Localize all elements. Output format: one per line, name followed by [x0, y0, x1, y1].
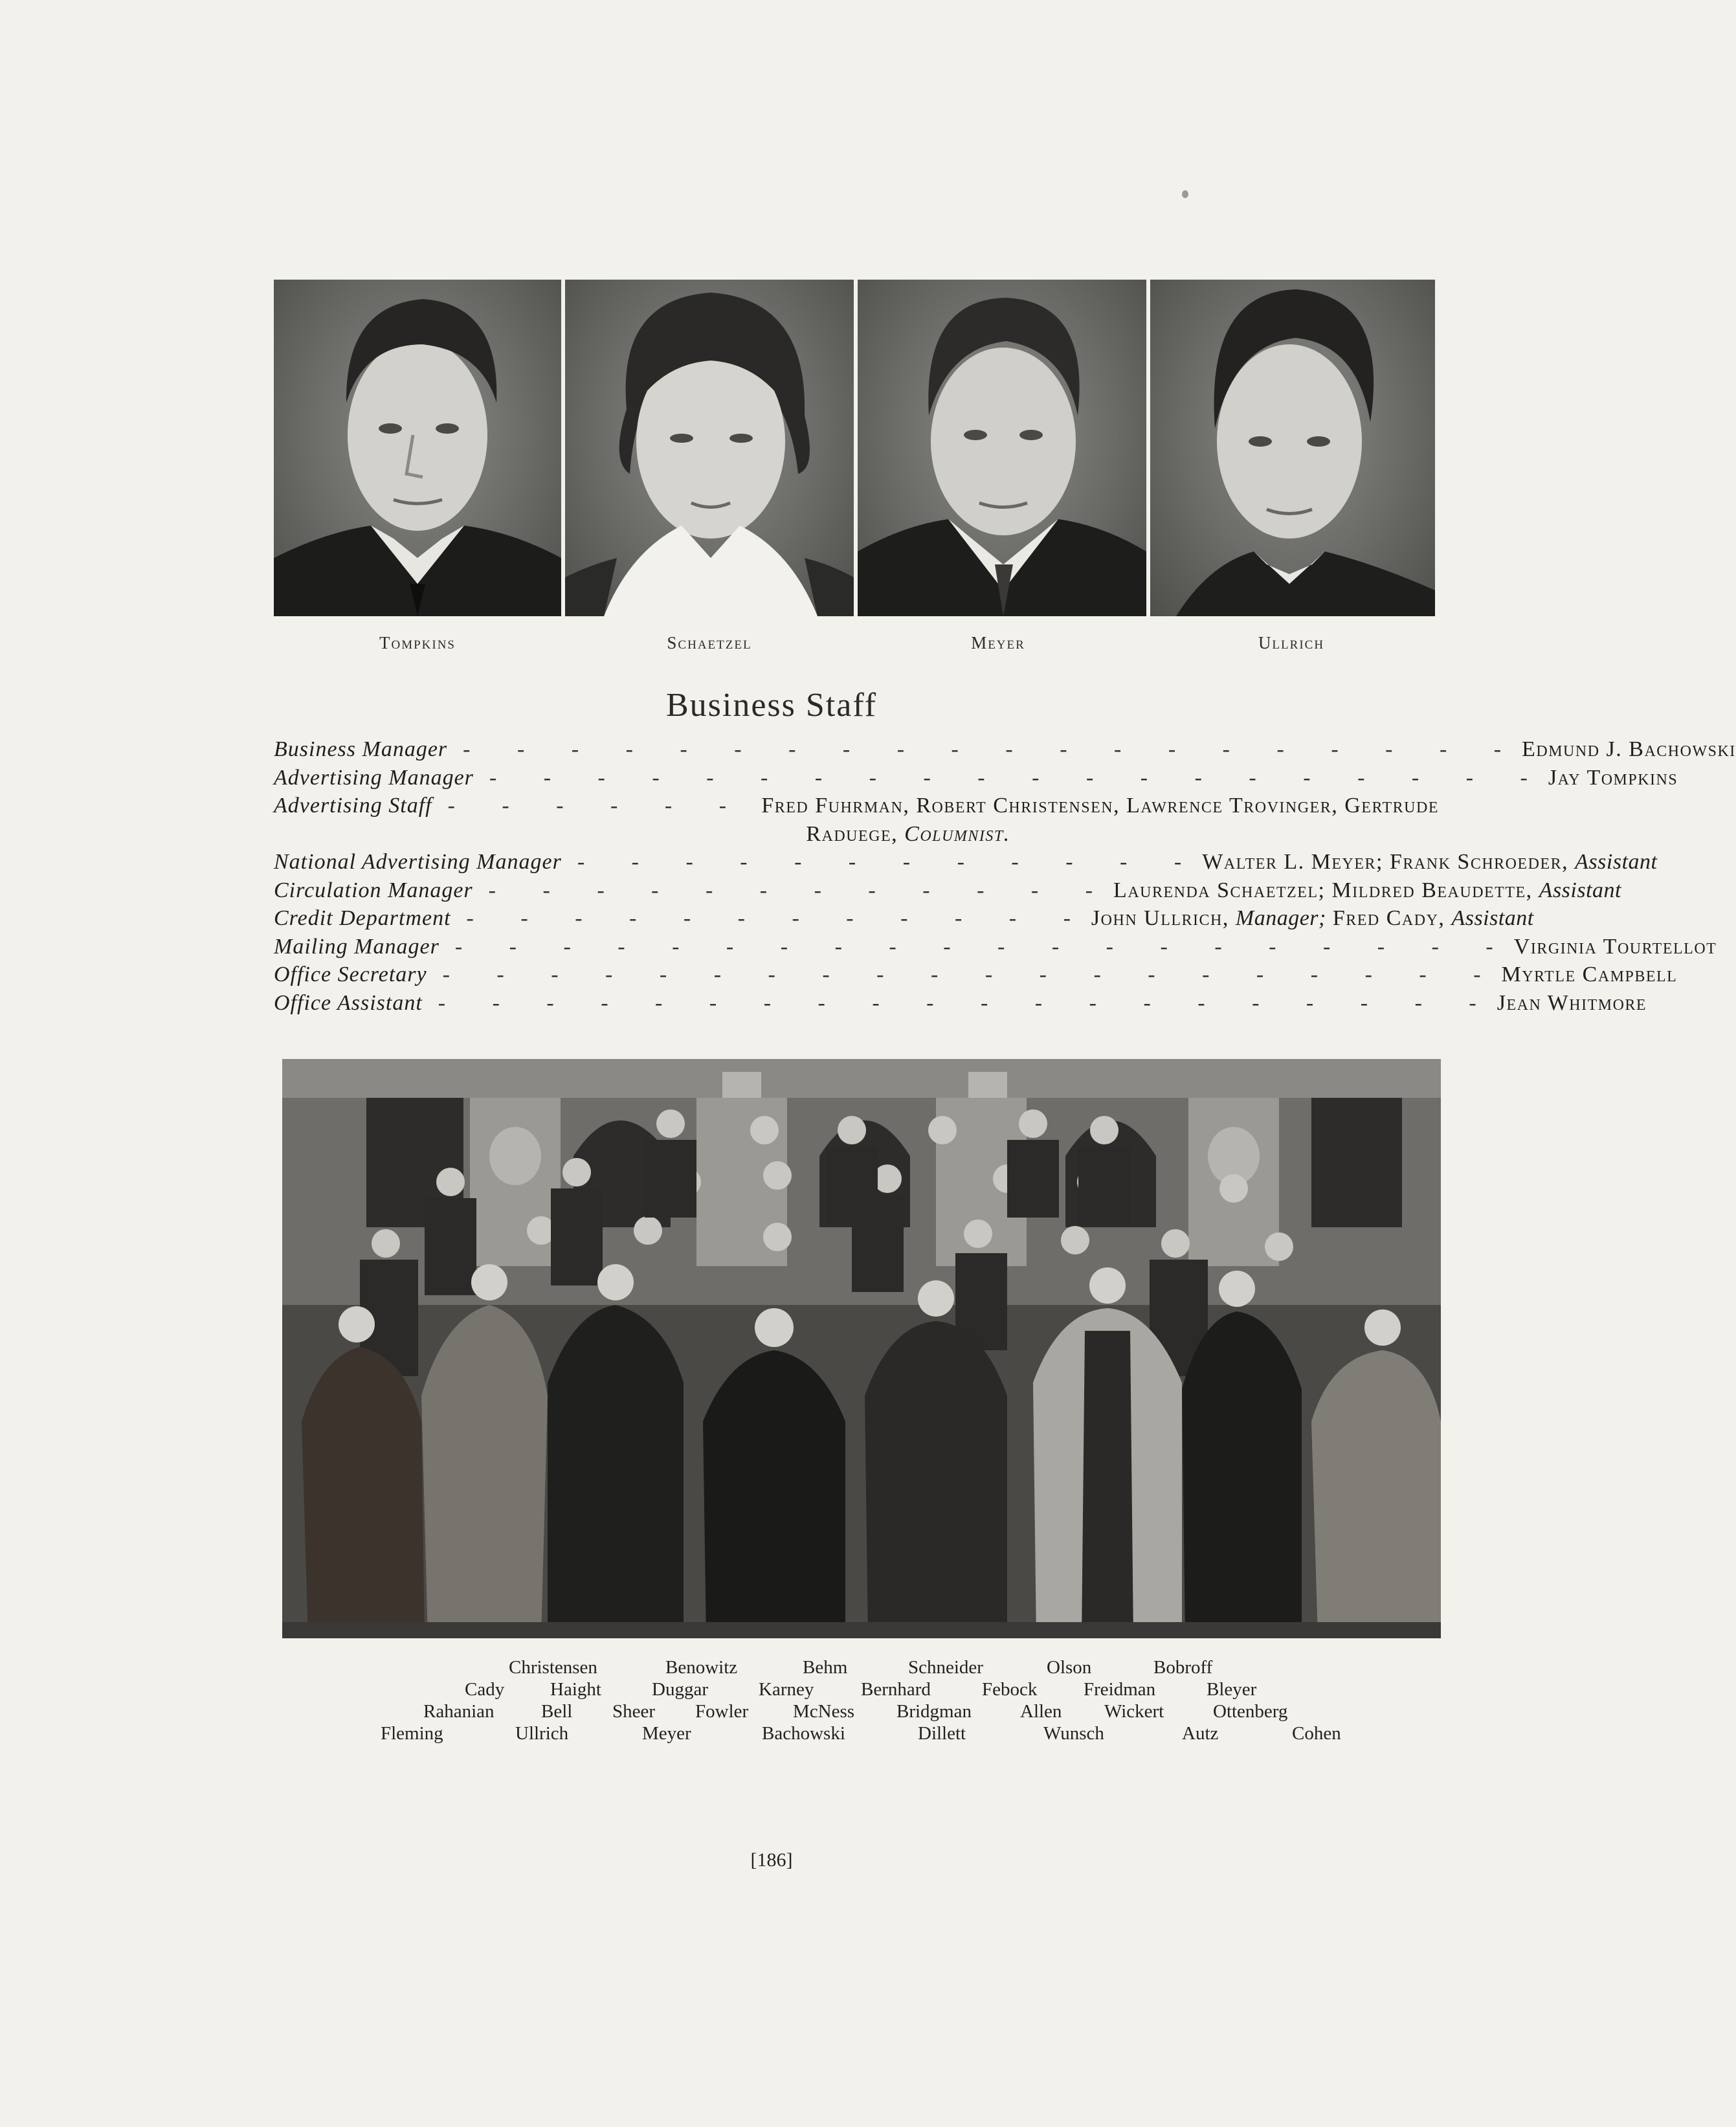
group-name: Ullrich — [515, 1723, 569, 1744]
group-names-row-1 — [0, 1657, 1543, 1680]
caption-meyer: Meyer — [971, 633, 1025, 652]
caption-ullrich: Ullrich — [1258, 633, 1325, 652]
staff-role-note: Manager; — [1235, 906, 1326, 930]
portrait-ullrich — [1150, 280, 1435, 616]
staff-role: Credit Department — [274, 906, 451, 930]
staff-names-text: John Ullrich, — [1091, 906, 1229, 930]
group-name: Bridgman — [896, 1701, 972, 1722]
group-name: Olson — [1047, 1657, 1092, 1678]
page-number: [186] — [750, 1849, 793, 1871]
staff-list — [274, 735, 1736, 1017]
staff-role-note: Columnist. — [904, 821, 1010, 846]
staff-names: Virginia Tourtellot — [1513, 934, 1717, 959]
leader-dots: - - - - - - - - - - - - — [488, 878, 1114, 902]
staff-row — [274, 876, 1621, 905]
group-name: Rahanian — [423, 1701, 495, 1722]
staff-names — [1113, 876, 1621, 905]
portrait-meyer — [858, 280, 1146, 616]
group-name: Behm — [803, 1657, 848, 1678]
page-speck — [1182, 190, 1188, 198]
group-name: Bachowski — [762, 1723, 845, 1744]
staff-row — [274, 989, 1647, 1018]
staff-role: Office Secretary — [274, 963, 427, 986]
staff-row — [274, 904, 1534, 933]
section-heading: Business Staff — [665, 687, 878, 724]
group-name: Dillett — [918, 1723, 966, 1744]
group-name: Bernhard — [861, 1679, 931, 1700]
staff-row — [274, 848, 1658, 876]
staff-role-note: Assistant — [1575, 850, 1658, 874]
caption-tompkins: Tompkins — [379, 633, 456, 652]
group-name: Wunsch — [1043, 1723, 1104, 1744]
group-name: Duggar — [652, 1679, 708, 1700]
leader-dots: - - - - - - - - - - - - - - - - - - - - — [454, 934, 1514, 959]
caption-schaetzel: Schaetzel — [667, 633, 752, 652]
staff-row — [274, 792, 1439, 820]
group-name: McNess — [793, 1701, 855, 1722]
group-name: Cady — [465, 1679, 505, 1700]
staff-names: Myrtle Campbell — [1501, 963, 1678, 986]
group-name: Schneider — [908, 1657, 983, 1678]
leader-dots: - - - - - - - - - - - - - - - - - - - - — [438, 990, 1497, 1015]
staff-role: Business Manager — [274, 737, 448, 761]
staff-role: Advertising Staff — [274, 794, 432, 818]
group-name: Febock — [982, 1679, 1038, 1700]
group-name: Meyer — [642, 1723, 691, 1744]
leader-dots: - - - - - - - - - - - - — [466, 906, 1091, 930]
staff-role: Mailing Manager — [274, 934, 440, 959]
group-name: Bobroff — [1153, 1657, 1213, 1678]
group-name: Allen — [1020, 1701, 1062, 1722]
group-name: Bleyer — [1207, 1679, 1257, 1700]
staff-role: Circulation Manager — [274, 878, 473, 902]
staff-role: Advertising Manager — [274, 765, 474, 790]
staff-role: National Advertising Manager — [274, 850, 562, 874]
group-name: Karney — [759, 1679, 814, 1700]
staff-role-note-2: Assistant — [1451, 906, 1534, 930]
group-name: Fleming — [381, 1723, 443, 1744]
staff-row — [274, 764, 1678, 792]
group-name: Wickert — [1104, 1701, 1164, 1722]
portrait-tompkins — [274, 280, 561, 616]
group-photo — [282, 1059, 1441, 1638]
leader-dots: - - - - - - - - - - - - - - - - - - - - — [442, 963, 1502, 986]
staff-row — [274, 961, 1678, 989]
staff-row — [274, 735, 1736, 764]
staff-names — [1091, 904, 1534, 933]
group-name: Freidman — [1084, 1679, 1156, 1700]
group-name: Fowler — [695, 1701, 749, 1722]
group-name: Christensen — [509, 1657, 597, 1678]
group-name: Benowitz — [665, 1657, 738, 1678]
staff-role: Office Assistant — [274, 990, 423, 1015]
staff-names-text-2: Fred Cady, — [1332, 906, 1445, 930]
group-name: Cohen — [1292, 1723, 1341, 1744]
portrait-row — [274, 280, 1435, 616]
staff-row — [274, 933, 1717, 961]
staff-names-continued: Raduege, — [806, 821, 898, 846]
group-names-row-2 — [0, 1679, 1543, 1702]
staff-role-note: Assistant — [1539, 878, 1621, 902]
group-names-row-4 — [0, 1723, 1543, 1746]
staff-names: Edmund J. Bachowski — [1522, 737, 1736, 761]
leader-dots: - - - - - - — [447, 794, 748, 818]
group-names-row-3 — [0, 1701, 1543, 1724]
staff-names: Jay Tompkins — [1548, 765, 1678, 790]
group-name: Ottenberg — [1213, 1701, 1288, 1722]
leader-dots: - - - - - - - - - - - - — [577, 850, 1203, 874]
leader-dots: - - - - - - - - - - - - - - - - - - - - — [463, 737, 1522, 761]
group-name: Haight — [550, 1679, 601, 1700]
staff-names: Fred Fuhrman, Robert Christensen, Lawrence Trovinger, Gertrude — [761, 794, 1439, 818]
staff-names-text: Laurenda Schaetzel; Mildred Beaudette, — [1113, 878, 1533, 902]
leader-dots: - - - - - - - - - - - - - - - - - - - - — [489, 765, 1548, 790]
staff-names: Jean Whitmore — [1497, 990, 1647, 1015]
group-name: Autz — [1182, 1723, 1219, 1744]
portrait-schaetzel — [565, 280, 854, 616]
staff-row-continuation — [274, 820, 1439, 849]
group-name: Sheer — [612, 1701, 656, 1722]
group-name: Bell — [541, 1701, 573, 1722]
staff-names — [1202, 848, 1657, 876]
staff-names-text: Walter L. Meyer; Frank Schroeder, — [1202, 850, 1569, 874]
